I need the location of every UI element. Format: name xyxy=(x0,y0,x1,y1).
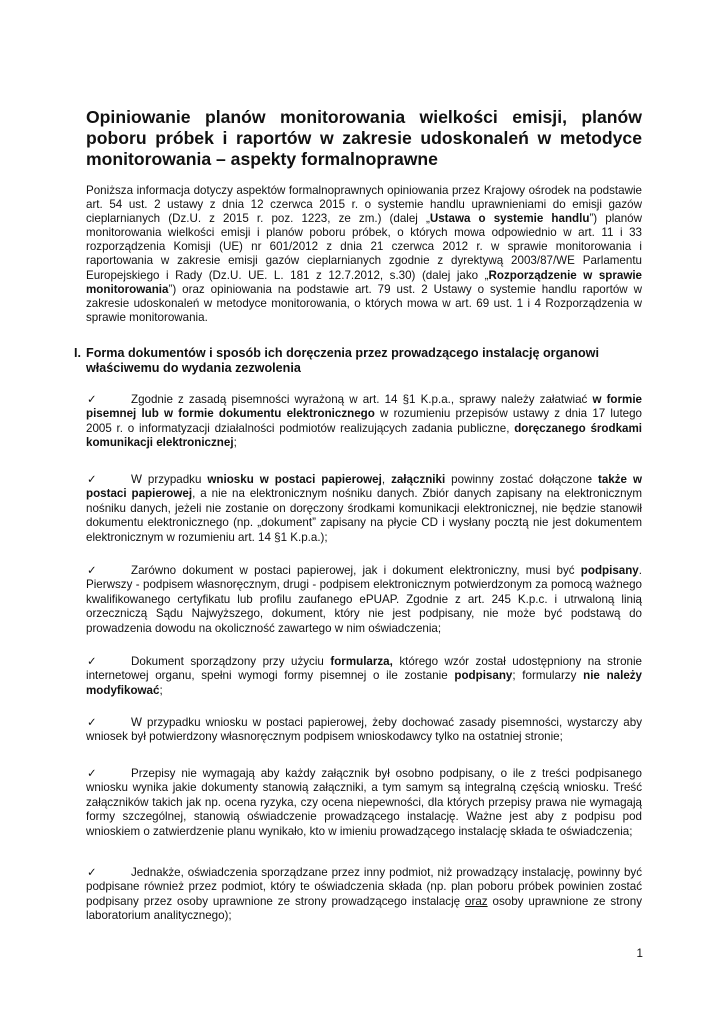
intro-text-2: ”) planów monitorowania wielkości emisji i planów poboru próbek, o których mowa odpowiednio w art. 11 i 33 rozporządzenia Komisji (UE) nr 601/2012 z dnia 21 czerwca 2012 r. w sprawie monitorowania i raportowania w zakresie emisji gazów cieplarnianych zgodnie z dyrektywą 2003/87/WE Parlamentu Europejskiego i Rady (Dz.U. UE. L. 181 z 12.7.2012, s.30) (dalej jako „ xyxy=(86,212,642,282)
p4-bold-3: nie należy modyfikować xyxy=(86,669,643,697)
checkmark-icon: ✓ xyxy=(87,564,97,577)
paragraph-3 xyxy=(86,564,642,636)
document-title: Opiniowanie planów monitorowania wielkości emisji, planów poboru próbek i raportów w zakresie udoskonaleń w metodyce monitorowania – aspekty formalnoprawne xyxy=(86,107,642,169)
p2-text-2: , xyxy=(381,473,392,486)
paragraph-1 xyxy=(86,393,642,451)
p5-text-1: W przypadku wniosku w postaci papierowej, żeby dochować zasady pisemności, wystarczy aby wniosek był potwierdzony własnoręcznym podpisem wnioskodawcy tylko na ostatniej stronie; xyxy=(86,716,642,744)
p7-text-2: osoby uprawnione ze strony laboratorium analitycznego); xyxy=(86,894,642,923)
checkmark-icon: ✓ xyxy=(87,393,97,406)
p2-text-4: , a nie na elektronicznym nośniku danych. Zbiór danych zapisany na elektronicznym nośniku danych, jeżeli nie zostanie on doręczony środkami komunikacji elektronicznej, nie będzie stanowił dokumentu elektronicznego (np. „dokument” zapisany na płycie CD i wysłany pocztą nie jest dokumentem elektronicznym w rozumieniu art. 14 §1 K.p.a.); xyxy=(86,487,642,544)
p4-bold-1: formularza, xyxy=(330,655,393,668)
section-heading-1 xyxy=(74,346,644,377)
checkmark-icon: ✓ xyxy=(87,655,97,668)
p1-text-1: Zgodnie z zasadą pisemności wyrażoną w art. 14 §1 K.p.a., sprawy należy załatwiać xyxy=(131,393,593,406)
intro-text-3: ”) oraz opiniowania na podstawie art. 79 ust. 2 Ustawy o systemie handlu raportów w zakresie udoskonaleń w metodyce monitorowania, o których mowa w art. 69 ust. 1 i 4 Rozporządzenia w sprawie monitorowania. xyxy=(86,282,642,324)
p4-bold-2: podpisany xyxy=(454,669,513,683)
paragraph-6 xyxy=(86,767,642,839)
intro-paragraph xyxy=(86,184,642,325)
p4-text-4: ; xyxy=(159,683,163,697)
p4-text-1: Dokument sporządzony przy użyciu xyxy=(131,655,331,668)
p2-bold-1: wniosku w postaci papierowej xyxy=(207,473,382,486)
paragraph-4 xyxy=(86,655,642,698)
p7-underline-1: oraz xyxy=(465,894,488,908)
paragraph-7 xyxy=(86,866,642,924)
p2-bold-2: załączniki xyxy=(391,473,446,486)
p2-text-3: powinny zostać dołączone xyxy=(445,473,598,486)
p2-text-1: W przypadku xyxy=(131,473,208,486)
page-number: 1 xyxy=(636,947,643,960)
p1-bold-2: doręczanego środkami komunikacji elektronicznej xyxy=(86,421,643,450)
p7-text-1: Jednakże, oświadczenia sporządzane przez inny podmiot, niż prowadzący instalację, powinny być podpisane również przez podmiot, który te oświadczenia składa (np. plan poboru próbek powinien zostać podpisany przez osoby uprawnione ze strony prowadzącego instalację xyxy=(86,866,642,908)
p3-text-2: . Pierwszy - podpisem własnoręcznym, drugi - podpisem elektronicznym potwierdzonym za pomocą ważnego kwalifikowanego certyfikatu lub profilu zaufanego ePUAP. Zgodnie z art. 245 K.p.c. i utrwaloną linią orzeczniczą Sądu Najwyższego, dokument, który nie jest podpisany, nie może być podstawą do prowadzenia dowodu na okoliczność zawartego w nim oświadczenia; xyxy=(86,564,642,635)
paragraph-5 xyxy=(86,716,642,745)
intro-bold-2: Rozporządzenie w sprawie monitorowania xyxy=(86,268,643,296)
checkmark-icon: ✓ xyxy=(87,473,97,486)
p1-text-3: ; xyxy=(233,436,237,450)
checkmark-icon: ✓ xyxy=(87,716,97,729)
intro-bold-1: Ustawa o systemie handlu xyxy=(429,212,590,226)
intro-text-1: Poniższa informacja dotyczy aspektów formalnoprawnych opiniowania przez Krajowy ośrodek na podstawie art. 54 ust. 2 ustawy z dnia 12 czerwca 2015 r. o systemie handlu uprawnieniami do emisji gazów cieplarnianych (Dz.U. z 2015 r. poz. 1223, ze zm.) (dalej „ xyxy=(86,184,642,226)
p4-text-2: którego wzór został udostępniony na stronie internetowej organu, spełni wymogi formy pisemnej o ile zostanie xyxy=(86,655,642,683)
p3-text-1: Zarówno dokument w postaci papierowej, jak i dokument elektroniczny, musi być xyxy=(131,564,581,577)
p3-bold-1: podpisany xyxy=(580,564,639,577)
p6-text-1: Przepisy nie wymagają aby każdy załącznik był osobno podpisany, o ile z treści podpisanego wniosku wynika jakie dokumenty stanowią załączniki, a tym samym są integralną częścią wniosku. Treść załączników takich jak np. ocena ryzyka, czy ocena niepewności, dla których przepisy prawa nie wymagają formy szczególnej, stanowią oświadczenie prowadzącego instalację. Ważne jest aby z podpisu pod wnioskiem o zatwierdzenie planu wynikało, kto w imieniu prowadzącego instalację składa te oświadczenia; xyxy=(86,767,642,838)
p1-text-2: w rozumieniu przepisów ustawy z dnia 17 lutego 2005 r. o informatyzacji działalności podmiotów realizujących zadania publiczne, xyxy=(86,407,643,435)
paragraph-2 xyxy=(86,473,642,545)
section-heading-line-2: właściwemu do wydania zezwolenia xyxy=(86,361,301,376)
checkmark-icon: ✓ xyxy=(87,767,97,780)
section-number: I. xyxy=(74,346,81,360)
checkmark-icon: ✓ xyxy=(87,866,97,879)
p4-text-3: ; formularzy xyxy=(512,669,584,683)
section-heading-line-1: Forma dokumentów i sposób ich doręczenia przez prowadzącego instalację organowi xyxy=(86,346,599,360)
p1-bold-1: w formie pisemnej lub w formie dokumentu elektronicznego xyxy=(86,393,642,421)
p2-bold-3: także w postaci papierowej xyxy=(86,473,642,501)
